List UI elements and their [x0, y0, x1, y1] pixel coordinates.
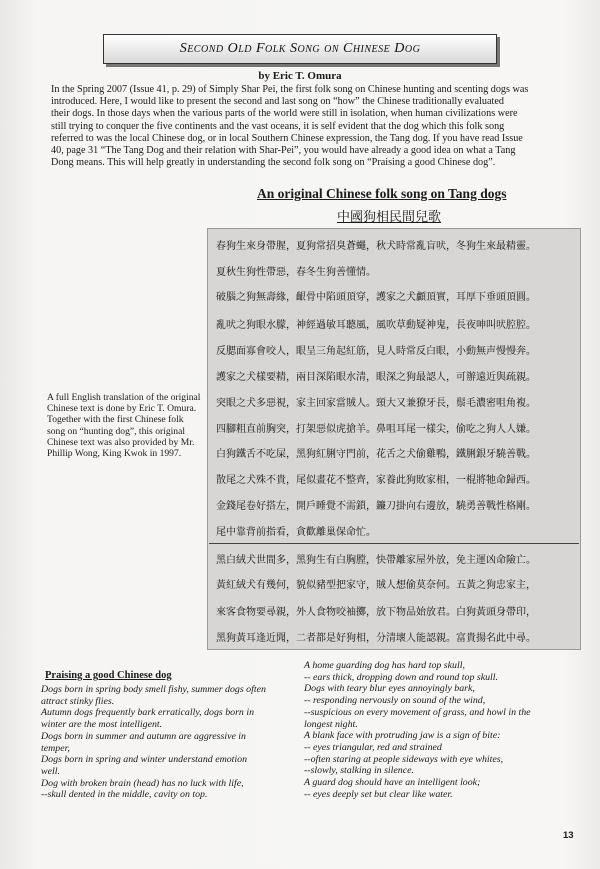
translation-line: Dogs born in spring body smell fishy, summer dogs often: [41, 684, 266, 695]
translation-line: Dogs born in spring and winter understand emotion: [41, 754, 248, 766]
chinese-verse-line: 亂吠之狗眼水朦，神經過敏耳聽風，風吹草動疑神鬼，長夜呻叫吠腔腔。: [216, 320, 536, 331]
translation-line: well.: [41, 765, 60, 777]
chinese-verse-line: 破腦之狗無壽緣，齦骨中陷頭頂穿，護家之犬顱頂實，耳厚下垂頭頂圓。: [216, 292, 536, 303]
chinese-verse-line: 來客食物要尋親，外人食物咬袖擲，放下物品始放君。白狗黃頭身帶印，: [216, 607, 536, 618]
translation-line: A blank face with protruding jaw is a sign of bite:: [304, 730, 501, 742]
article-title: Second Old Folk Song on Chinese Dog: [179, 41, 421, 56]
translation-line: longest night.: [304, 718, 358, 730]
song-heading-chinese: 中國狗相民間兒歌: [337, 210, 442, 225]
intro-line: their dogs. In those days when the various parts of the world were still in isolation, when human civilizations were: [51, 108, 518, 120]
chinese-text-box: [207, 228, 581, 650]
intro-line: referred to was the local Chinese dog, or in local Southern Chinese expression, the Tang dog. If you have read Issue: [51, 132, 523, 144]
chinese-verse-line: 黑白絨犬世間多，黑狗生有白胸膛，快帶離家屋外放，免主運凶命險亡。: [216, 555, 536, 566]
song-heading: An original Chinese folk song on Tang dogs: [257, 186, 507, 201]
translation-line: -- responding nervously on sound of the wind,: [304, 695, 486, 707]
intro-paragraph: [51, 84, 571, 169]
praise-heading: Praising a good Chinese dog: [45, 670, 172, 681]
translation-column-right: [304, 660, 570, 800]
translation-line: Dogs born in summer and autumn are aggressive in: [41, 730, 246, 742]
article-title-banner: [103, 34, 497, 64]
translation-line: temper,: [41, 742, 70, 754]
chinese-verse-line: 四腳粗直前胸突，打架惡似虎搶羊。鼻咀耳尾一樣尖，偷吃之狗人人嫌。: [216, 424, 536, 435]
translation-line: -- eyes triangular, red and strained: [304, 741, 442, 753]
translation-line: A guard dog should have an intelligent look;: [304, 777, 481, 789]
chinese-verse-line: 散尾之犬殊不貴，尾似畫花不整齊，家養此狗敗家相，一棍將牠命歸西。: [216, 475, 536, 486]
chinese-verse-line: 尾中靠背前指看，貪歡離巢保命忙。: [216, 527, 376, 538]
chinese-verse-line: 白狗鐵舌不吃屎，黑狗紅脷守門前，花舌之犬偷雞鴨，鐵脷銀牙驍善戰。: [216, 449, 536, 460]
translation-line: -- ears thick, dropping down and round top skull.: [304, 671, 499, 683]
chinese-verse-line: 黑狗黃耳逢近聞，二者都是好狗相，分清壞人能認親。富貴揚名此中尋。: [216, 633, 536, 644]
chinese-verse-line: 金錢尾卷好搭左，開戶睡覺不需鎖，鐮刀掛向右邊放，驍勇善戰性格剛。: [216, 501, 536, 512]
translation-line: --often staring at people sideways with eye whites,: [304, 753, 504, 765]
translation-line: Dog with broken brain (head) has no luck with life,: [41, 777, 244, 789]
translation-note: A full English translation of the original Chinese text is done by Eric T. Omura. Together with the first Chinese folk song on “hunting dog”, this original Chinese text was also provided by Mr. Phillip Wong, King Kwok in 1997.: [47, 392, 201, 460]
translation-line: --skull dented in the middle, cavity on top.: [41, 789, 208, 801]
chinese-verse-line: 護家之犬樣要精，兩目深陷眼水清，眼深之狗最認人，可辦遠近與疏親。: [216, 372, 536, 383]
translation-column-left: [41, 684, 293, 801]
chinese-verse-line: 黃紅絨犬有幾何，貌似豬型把家守，賊人想偷莫奈何。五黃之狗忠家主，: [216, 580, 536, 591]
chinese-verse-line: 夏秋生狗性帶惡，春冬生狗善懂情。: [216, 267, 376, 278]
chinese-verse-line: 反腮面寡會咬人，眼呈三角起紅筋，見人時常反白眼，小動無声慢慢奔。: [216, 346, 536, 357]
translation-line: Dogs with teary blur eyes annoyingly bark,: [304, 683, 475, 695]
intro-line: 40, page 31 “The Tang Dog and their relation with Shar-Pei”, you would have already a good idea on what a Tang: [51, 145, 516, 157]
translation-line: --suspicious on every movement of grass, and howl in the: [304, 706, 531, 718]
intro-line: still trying to conquer the five continents and the vast oceans, it is self evident that the dog which this folk song: [51, 120, 505, 132]
intro-line: Dong means. This will help greatly in understanding the second folk song on “Praising a good Chinese dog”.: [51, 157, 496, 169]
author-byline: by Eric T. Omura: [258, 70, 342, 82]
translation-line: A home guarding dog has hard top skull,: [304, 660, 465, 671]
page-number: 13: [563, 830, 574, 841]
translation-line: winter are the most intelligent.: [41, 719, 163, 731]
section-divider: [209, 543, 579, 544]
intro-line: In the Spring 2007 (Issue 41, p. 29) of Simply Shar Pei, the first folk song on Chinese hunting and scenting dogs was: [51, 84, 529, 95]
translation-line: attract stinky flies.: [41, 695, 115, 707]
intro-line: introduced. Here, I would like to present the second and last song on “how” the Chinese traditionally evaluated: [51, 96, 504, 108]
chinese-verse-line: 突眼之犬多惡視，家主回家當賊人。頸大又兼獠牙長，鬃毛濃密咀角複。: [216, 398, 536, 409]
translation-line: Autumn dogs frequently bark erratically, dogs born in: [41, 707, 255, 719]
chinese-verse-line: 春狗生來身帶腥，夏狗常招臭蒼蠅，秋犬時常亂盲吠，冬狗生來最精靈。: [216, 241, 536, 252]
translation-line: -- eyes deeply set but clear like water.: [304, 788, 453, 800]
translation-line: --slowly, stalking in silence.: [304, 765, 414, 777]
